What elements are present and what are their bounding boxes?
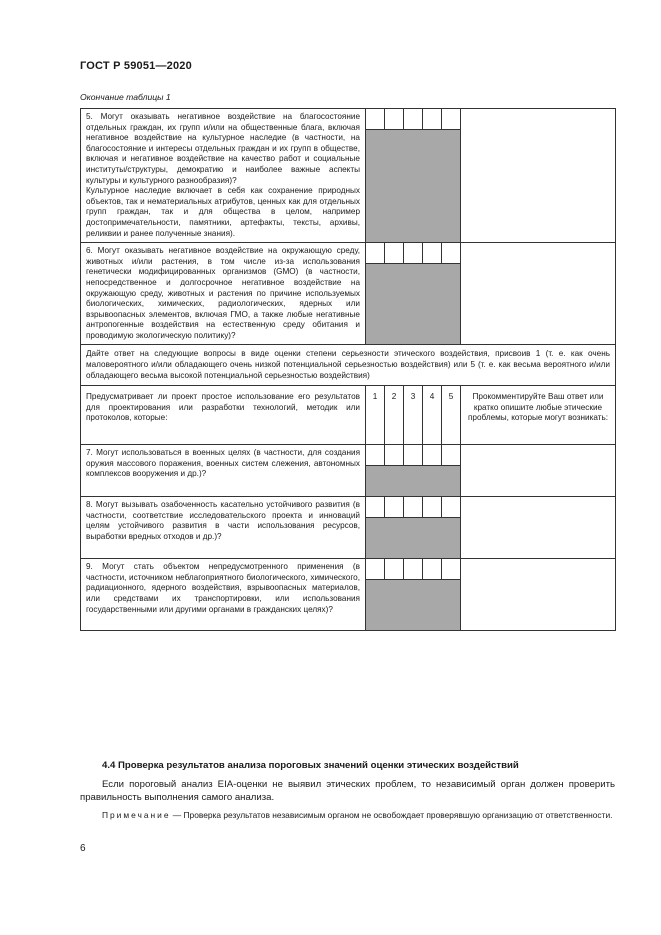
instruction-text: Дайте ответ на следующие вопросы в виде оценки степени серьезности этического воздействия, присвоив 1 (т. е. как очень маловероятного и/или обладающего очень низкой потенциальной серьезностью воздействия) или 5 (т. е. как весьма вероятного и/или обладающего весьма высокой потенциальной серьезностью воздействия) [81, 345, 616, 386]
table-row [81, 559, 616, 580]
shaded-cell [366, 580, 461, 631]
section-title: 4.4 Проверка результатов анализа пороговых значений оценки этических воздействий [102, 760, 519, 771]
score-cell-1 [366, 243, 385, 264]
score-cell-1 [366, 445, 385, 466]
comment-header: Прокомментируйте Ваш ответ или кратко опишите любые этические проблемы, которые могут возникать: [461, 386, 616, 445]
comment-cell [461, 559, 616, 631]
table-row [81, 243, 616, 264]
score-cell-1 [366, 109, 385, 130]
score-header-3: 3 [404, 386, 423, 445]
table-row [81, 445, 616, 466]
comment-cell [461, 497, 616, 559]
document-header: ГОСТ Р 59051—2020 [80, 60, 192, 72]
score-header-4: 4 [423, 386, 442, 445]
score-cell-2 [385, 445, 404, 466]
score-cell-3 [404, 109, 423, 130]
question-5: 5. Могут оказывать негативное воздействие на благосостояние отдельных граждан, их групп и/или на общественные блага, включая негативное воздействие на культурное наследие (в частности, на благосостояние и интересы отдельных граждан и их групп в обществе, включая и негативное воздействие на качество работ и социальные институты/структуры, демократию и наиболее важные аспекты культуры и культурного разнообразия)? Культурное наследие включает в себя как сохранение природных объектов, так и нематериальных атрибутов, ценных как для отдельных групп граждан, так и для общества в целом, например достопримечательности, памятники, артефакты, тексты, архивы, реликвии и ранее полученные знания). [81, 109, 366, 243]
score-cell-2 [385, 559, 404, 580]
score-cell-3 [404, 559, 423, 580]
table-continuation-caption: Окончание таблицы 1 [80, 92, 171, 102]
comment-cell [461, 445, 616, 497]
score-cell-2 [385, 109, 404, 130]
shaded-cell [366, 264, 461, 345]
body-paragraph: Если пороговый анализ EIA-оценки не выявил этических проблем, то независимый орган должен проверить правильность выполнения самого анализа. [80, 779, 615, 803]
score-cell-4 [423, 559, 442, 580]
table-row [81, 109, 616, 130]
score-cell-5 [442, 445, 461, 466]
score-cell-3 [404, 445, 423, 466]
page-number: 6 [80, 843, 86, 854]
note-label: Примечание [102, 810, 171, 820]
score-cell-3 [404, 243, 423, 264]
score-header-2: 2 [385, 386, 404, 445]
question-8: 8. Могут вызывать озабоченность касательно устойчивого развития (в частности, соответствие исследовательского проекта и инноваций целям устойчивого развития в части использования ресурсов, выработки вредных отходов и др.)? [81, 497, 366, 559]
shaded-cell [366, 466, 461, 497]
score-cell-2 [385, 243, 404, 264]
ethics-assessment-table [80, 108, 616, 631]
table-row [81, 386, 616, 445]
question-7: 7. Могут использоваться в военных целях (в частности, для создания оружия массового поражения, военных систем слежения, автономных комплексов вооружения и др.)? [81, 445, 366, 497]
comment-cell [461, 109, 616, 243]
score-cell-4 [423, 243, 442, 264]
score-cell-5 [442, 243, 461, 264]
score-header-5: 5 [442, 386, 461, 445]
question-6: 6. Могут оказывать негативное воздействие на окружающую среду, животных и/или растения, в том числе из-за использования генетически модифицированных организмов (GMO) (в частности, непосредственное и долгосрочное негативное воздействие на окружающую среду, животных и растения по причине используемых биологических, химических, радиологических, ядерных или взрывоопасных элементов, включая ГМО, а также любые негативные антропогенные воздействия на естественную среду обитания и проводимую экологическую политику)? [81, 243, 366, 345]
note-text: — Проверка результатов независимым органом не освобождает проверявшую организацию от ответственности. [170, 810, 613, 820]
table-row [81, 497, 616, 518]
score-cell-5 [442, 497, 461, 518]
score-cell-4 [423, 109, 442, 130]
question-9: 9. Могут стать объектом непредусмотренного применения (в частности, источником неблагоприятного биологического, химического, радиационного, ядерного воздействия, взрывоопасных материалов, или средствами их транспортировки, или использования государственными или другими органами в гражданских целях)? [81, 559, 366, 631]
score-cell-1 [366, 559, 385, 580]
shaded-cell [366, 130, 461, 243]
note [80, 810, 615, 822]
comment-cell [461, 243, 616, 345]
score-cell-5 [442, 109, 461, 130]
shaded-cell [366, 518, 461, 559]
score-cell-2 [385, 497, 404, 518]
score-cell-1 [366, 497, 385, 518]
score-cell-3 [404, 497, 423, 518]
table-row [81, 345, 616, 386]
score-header-1: 1 [366, 386, 385, 445]
score-cell-4 [423, 497, 442, 518]
score-cell-4 [423, 445, 442, 466]
subheader-question: Предусматривает ли проект простое использование его результатов для проектирования или разработки технологий, методик или протоколов, которые: [81, 386, 366, 445]
score-cell-5 [442, 559, 461, 580]
